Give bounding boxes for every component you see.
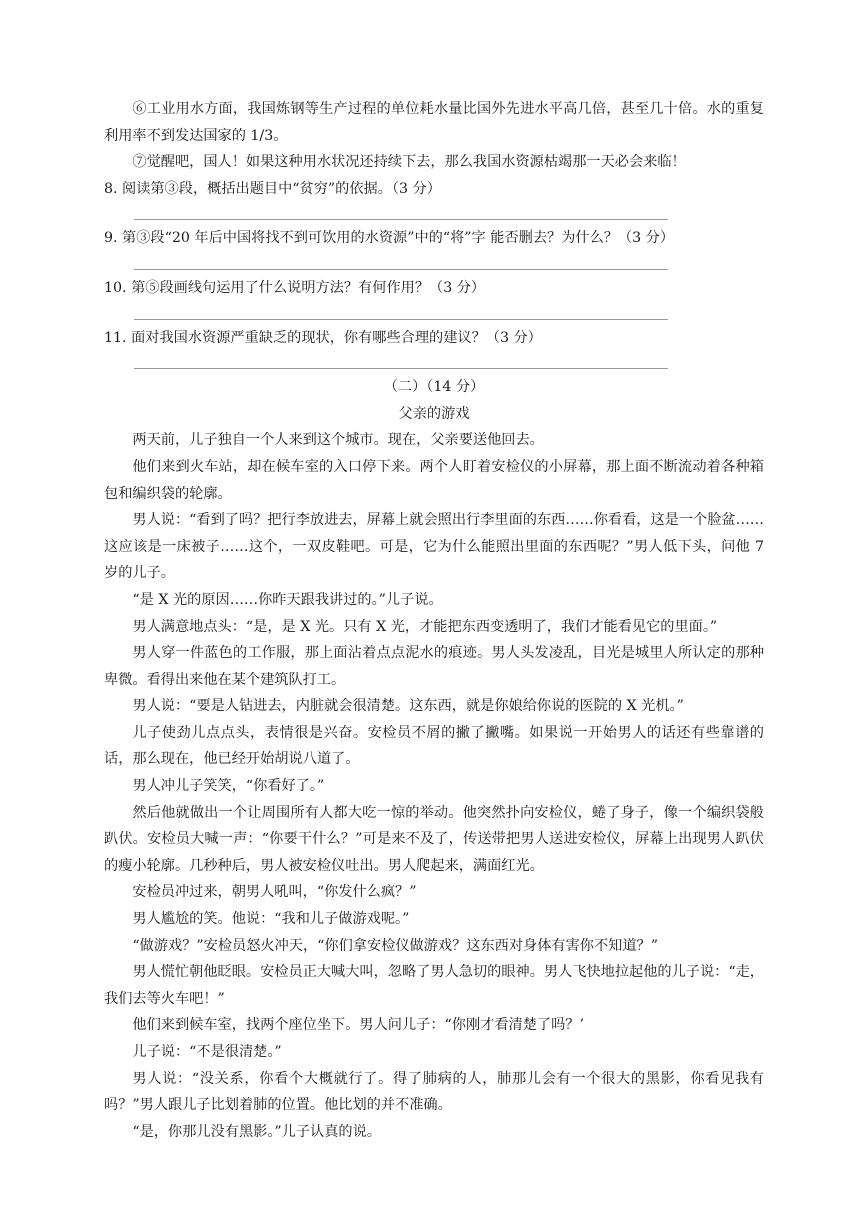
story-paragraph: 男人慌忙朝他眨眼。安检员正大喊大叫，忽略了男人急切的眼神。男人飞快地拉起他的儿子说：“走，我们去等火车吧！” — [104, 964, 764, 1007]
story-paragraph: 男人满意地点头：“是，是 X 光。只有 X 光，才能把东西变透明了，我们才能看见它的里面。” — [132, 618, 718, 635]
story-paragraph: 然后他就做出一个让周围所有人都大吃一惊的举动。他突然扑向安检仪，蜷了身子，像一个编织袋般趴伏。安检员大喊一声：“你要干什么？”可是来不及了，传送带把男人送进安检仪，屏幕上出现男人趴伏的瘦小轮廓。几秒种后，男人被安检仪吐出。男人爬起来，满面红光。 — [104, 804, 764, 874]
story-paragraph: 男人说：“要是人钻进去，内脏就会很清楚。这东西，就是你娘给你说的医院的 X 光机。” — [132, 698, 684, 715]
story-paragraph: 安检员冲过来，朝男人吼叫，“你发什么疯？” — [132, 884, 417, 901]
story-paragraph: 男人冲儿子笑笑，“你看好了。” — [132, 778, 325, 795]
story-paragraph: “做游戏？”安检员怒火冲天，“你们拿安检仪做游戏？这东西对身体有害你不知道？” — [132, 937, 658, 954]
story-paragraph: 男人说：“看到了吗？把行李放进去，屏幕上就会照出行李里面的东西……你看看，这是一个脸盆……这应该是一床被子……这个，一双皮鞋吧。可是，它为什么能照出里面的东西呢？”男人低下头，问他 7 岁的儿子。 — [104, 512, 764, 582]
section-heading: （二）（14 分） — [383, 379, 485, 396]
paragraph-7: ⑦觉醒吧，国人！如果这种用水状况还持续下去，那么我国水资源枯竭那一天必会来临！ — [132, 154, 686, 171]
question-9: 9. 第③段“20 年后中国将找不到可饮用的水资源”中的“将”字 能否删去？为什么？（3 分） — [104, 230, 675, 247]
story-paragraph: “是，你那儿没有黑影。”儿子认真的说。 — [132, 1123, 381, 1140]
question-10: 10. 第⑤段画线句运用了什么说明方法？有何作用？（3 分） — [104, 279, 486, 296]
story-paragraph: 儿子说：“不是很清楚。” — [132, 1044, 282, 1060]
story-paragraph: 男人说：“没关系，你看个大概就行了。得了肺病的人，肺那儿会有一个很大的黑影，你看见我有吗？”男人跟儿子比划着肺的位置。他比划的并不准确。 — [104, 1070, 764, 1114]
question-11: 11. 面对我国水资源严重缺乏的现状，你有哪些合理的建议？（3 分） — [104, 329, 542, 346]
story-title: 父亲的游戏 — [398, 405, 470, 422]
story-paragraph: “是 X 光的原因……你昨天跟我讲过的。”儿子说。 — [132, 591, 443, 608]
answer-line-8[interactable] — [134, 202, 668, 220]
story-paragraph: 两天前，儿子独自一个人来到这个城市。现在，父亲要送他回去。 — [132, 432, 544, 449]
story-paragraph: 儿子使劲儿点点头，表情很是兴奋。安检员不屑的撇了撇嘴。如果说一开始男人的话还有些靠谱的话，那么现在，他已经开始胡说八道了。 — [104, 724, 764, 768]
story-paragraph: 他们来到火车站，却在候车室的入口停下来。两个人盯着安检仪的小屏幕，那上面不断流动着各种箱包和编织袋的轮廓。 — [104, 458, 764, 502]
answer-line-11[interactable] — [134, 351, 668, 369]
question-8: 8. 阅读第③段，概括出题目中“贫穷”的依据。（3 分） — [104, 180, 441, 197]
document-page — [104, 96, 764, 1145]
story-paragraph: 他们来到候车室，找两个座位坐下。男人问儿子：“你刚才看清楚了吗？’ — [132, 1017, 584, 1034]
paragraph-6: ⑥工业用水方面，我国炼钢等生产过程的单位耗水量比国外先进水平高几倍，甚至几十倍。水的重复利用率不到发达国家的 1/3。 — [104, 101, 764, 144]
story-paragraph: 男人穿一件蓝色的工作服，那上面沾着点点泥水的痕迹。男人头发凌乱，目光是城里人所认定的那种卑微。看得出来他在某个建筑队打工。 — [104, 645, 764, 688]
answer-line-10[interactable] — [134, 302, 668, 320]
answer-line-9[interactable] — [134, 252, 668, 270]
story-paragraph: 男人尴尬的笑。他说：“我和儿子做游戏呢。” — [132, 911, 410, 928]
